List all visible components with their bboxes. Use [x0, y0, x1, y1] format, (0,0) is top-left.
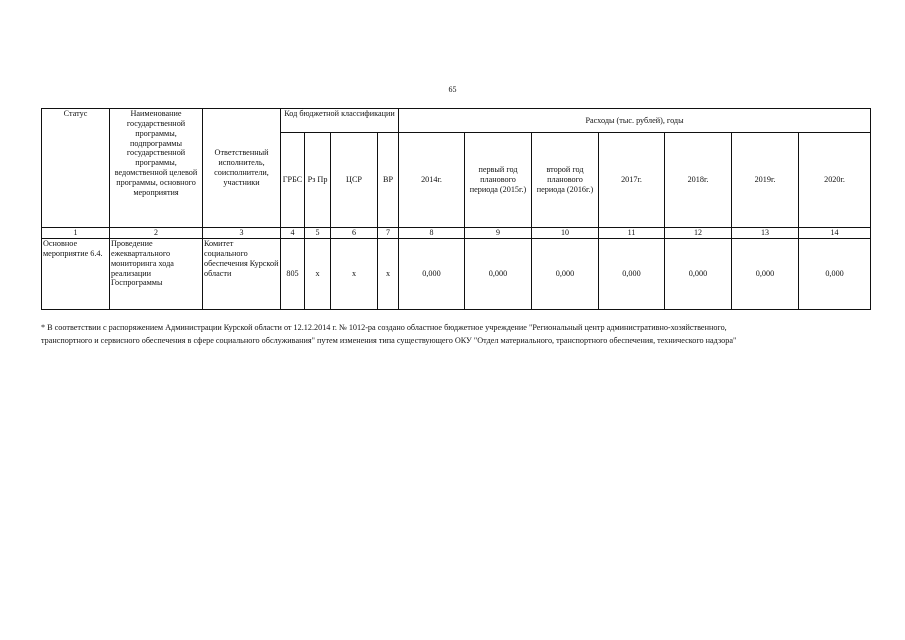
row-value-2016: 0,000 — [532, 239, 599, 310]
header-rzpr: Рз Пр — [305, 133, 331, 228]
column-number: 7 — [378, 228, 399, 239]
header-budget-code: Код бюджетной классификации — [281, 109, 399, 133]
row-value-2017: 0,000 — [599, 239, 665, 310]
table-row — [42, 239, 871, 310]
header-year-2020: 2020г. — [799, 133, 871, 228]
row-responsible: Комитет социального обеспечения Курской области — [203, 239, 281, 310]
column-number: 14 — [799, 228, 871, 239]
header-year-2015: первый год планового периода (2015г.) — [465, 133, 532, 228]
header-year-2017: 2017г. — [599, 133, 665, 228]
column-number: 13 — [732, 228, 799, 239]
column-number: 10 — [532, 228, 599, 239]
footnote-line: * В соответствии с распоряжением Администрации Курской области от 12.12.2014 г. № 1012-ра создано областное бюджетное учреждение "Региональный центр административно-хозяйственного, — [41, 323, 727, 332]
footnote — [41, 322, 871, 347]
column-number: 11 — [599, 228, 665, 239]
row-rzpr: х — [305, 239, 331, 310]
column-number: 6 — [331, 228, 378, 239]
row-vr: х — [378, 239, 399, 310]
column-number-row — [42, 228, 871, 239]
budget-table — [41, 108, 871, 310]
row-value-2014: 0,000 — [399, 239, 465, 310]
column-number: 3 — [203, 228, 281, 239]
header-year-2018: 2018г. — [665, 133, 732, 228]
row-value-2015: 0,000 — [465, 239, 532, 310]
row-status: Основное мероприятие 6.4. — [42, 239, 110, 310]
row-grbs: 805 — [281, 239, 305, 310]
header-expenses: Расходы (тыс. рублей), годы — [399, 109, 871, 133]
column-number: 5 — [305, 228, 331, 239]
column-number: 2 — [110, 228, 203, 239]
column-number: 8 — [399, 228, 465, 239]
page-number: 65 — [448, 85, 457, 94]
row-value-2018: 0,000 — [665, 239, 732, 310]
column-number: 12 — [665, 228, 732, 239]
header-status: Статус — [42, 109, 110, 228]
header-year-2014: 2014г. — [399, 133, 465, 228]
header-csr: ЦСР — [331, 133, 378, 228]
column-number: 9 — [465, 228, 532, 239]
header-program-name: Наименование государственной программы, подпрограммы государственной программы, ведомственной целевой программы, основного мероприятия — [110, 109, 203, 228]
header-vr: ВР — [378, 133, 399, 228]
header-year-2019: 2019г. — [732, 133, 799, 228]
row-value-2019: 0,000 — [732, 239, 799, 310]
row-program-name: Проведение ежеквартального мониторинга хода реализации Госпрограммы — [110, 239, 203, 310]
header-responsible: Ответственный исполнитель, соисполнители, участники — [203, 109, 281, 228]
row-value-2020: 0,000 — [799, 239, 871, 310]
footnote-line: транспортного и сервисного обеспечения в сфере социального обслуживания" путем изменения типа существующего ОКУ "Отдел материального, транспортного обеспечения, технического надзора" — [41, 335, 737, 345]
header-year-2016: второй год планового периода (2016г.) — [532, 133, 599, 228]
header-grbs: ГРБС — [281, 133, 305, 228]
row-csr: х — [331, 239, 378, 310]
column-number: 4 — [281, 228, 305, 239]
column-number: 1 — [42, 228, 110, 239]
